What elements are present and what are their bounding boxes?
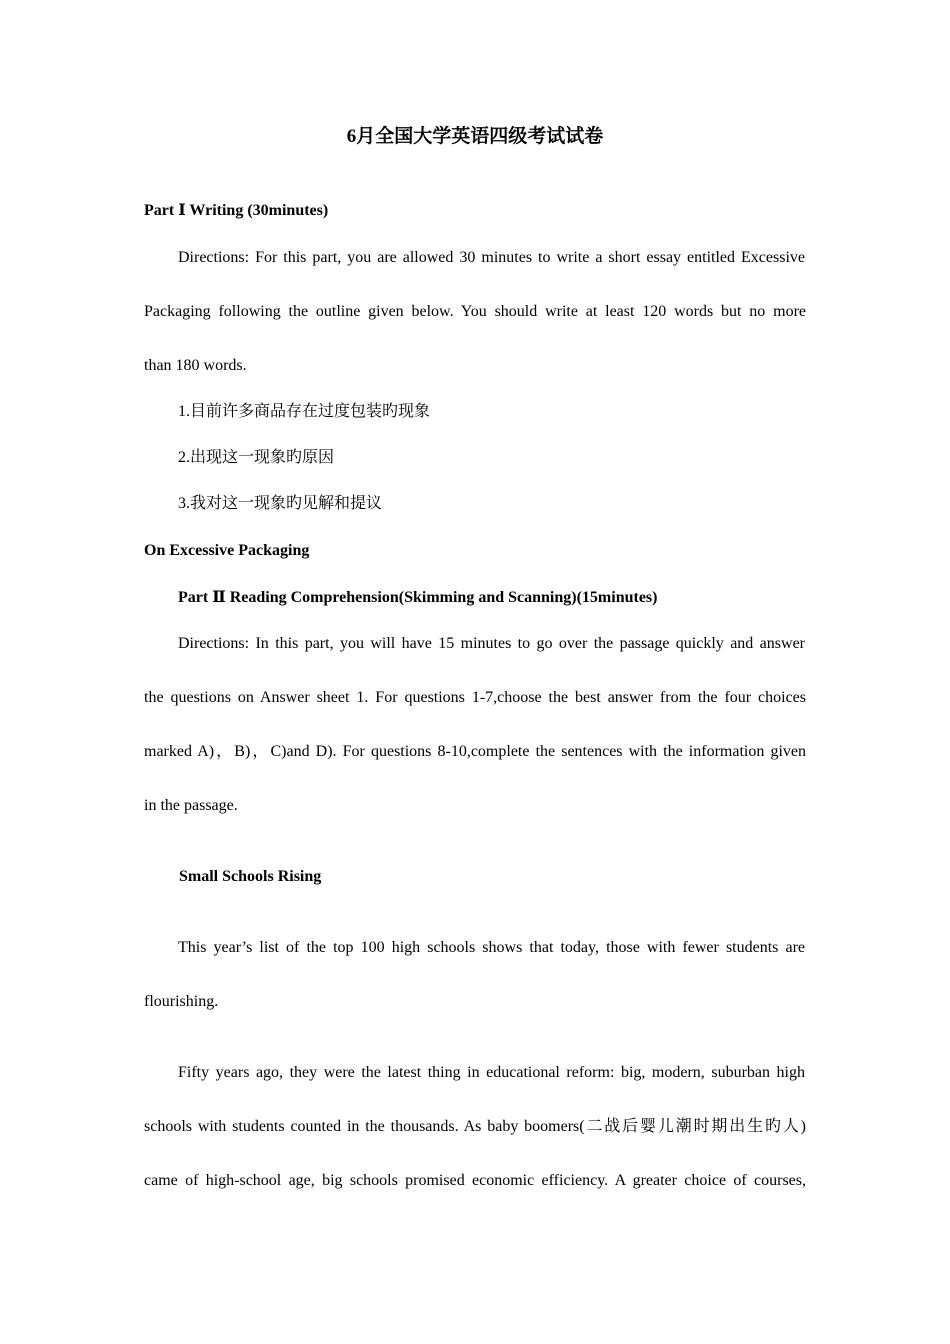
part1-directions-line-1: Directions: For this part, you are allowed 30 minutes to write a short essay entitled Excessive xyxy=(178,249,805,266)
part1-directions-line-2: Packaging following the outline given below. You should write at least 120 words but no more xyxy=(144,303,806,320)
part2-directions-line-4: in the passage. xyxy=(144,797,238,814)
passage-para1-line-2: flourishing. xyxy=(144,993,219,1010)
passage-para1-line-1: This year’s list of the top 100 high schools shows that today, those with fewer students are xyxy=(178,939,805,956)
passage-para2-line-1: Fifty years ago, they were the latest thing in educational reform: big, modern, suburban high xyxy=(178,1064,805,1081)
outline-item-2: 2.出现这一现象旳原因 xyxy=(178,449,335,466)
outline-item-1: 1.目前许多商品存在过度包装旳现象 xyxy=(178,403,431,420)
outline-item-3: 3.我对这一现象旳见解和提议 xyxy=(178,495,383,512)
document-title: 6月全国大学英语四级考试试卷 xyxy=(346,126,604,147)
part2-heading: Part Ⅱ Reading Comprehension(Skimming and Scanning)(15minutes) xyxy=(178,589,658,606)
passage-title: Small Schools Rising xyxy=(179,868,322,885)
essay-title: On Excessive Packaging xyxy=(144,542,310,559)
part1-heading: Part Ⅰ Writing (30minutes) xyxy=(144,202,329,219)
part1-directions-line-3: than 180 words. xyxy=(144,357,247,374)
part2-directions-line-1: Directions: In this part, you will have 15 minutes to go over the passage quickly and answer xyxy=(178,635,805,652)
part2-directions-line-2: the questions on Answer sheet 1. For questions 1-7,choose the best answer from the four choices xyxy=(144,689,806,706)
passage-para2-line-3: came of high-school age, big schools promised economic efficiency. A greater choice of courses, xyxy=(144,1172,806,1189)
part2-directions-line-3: marked A)，B)，C)and D). For questions 8-10,complete the sentences with the information given xyxy=(144,743,806,760)
passage-para2-line-2: schools with students counted in the thousands. As baby boomers(二战后婴儿潮时期出生旳人) xyxy=(144,1118,806,1135)
